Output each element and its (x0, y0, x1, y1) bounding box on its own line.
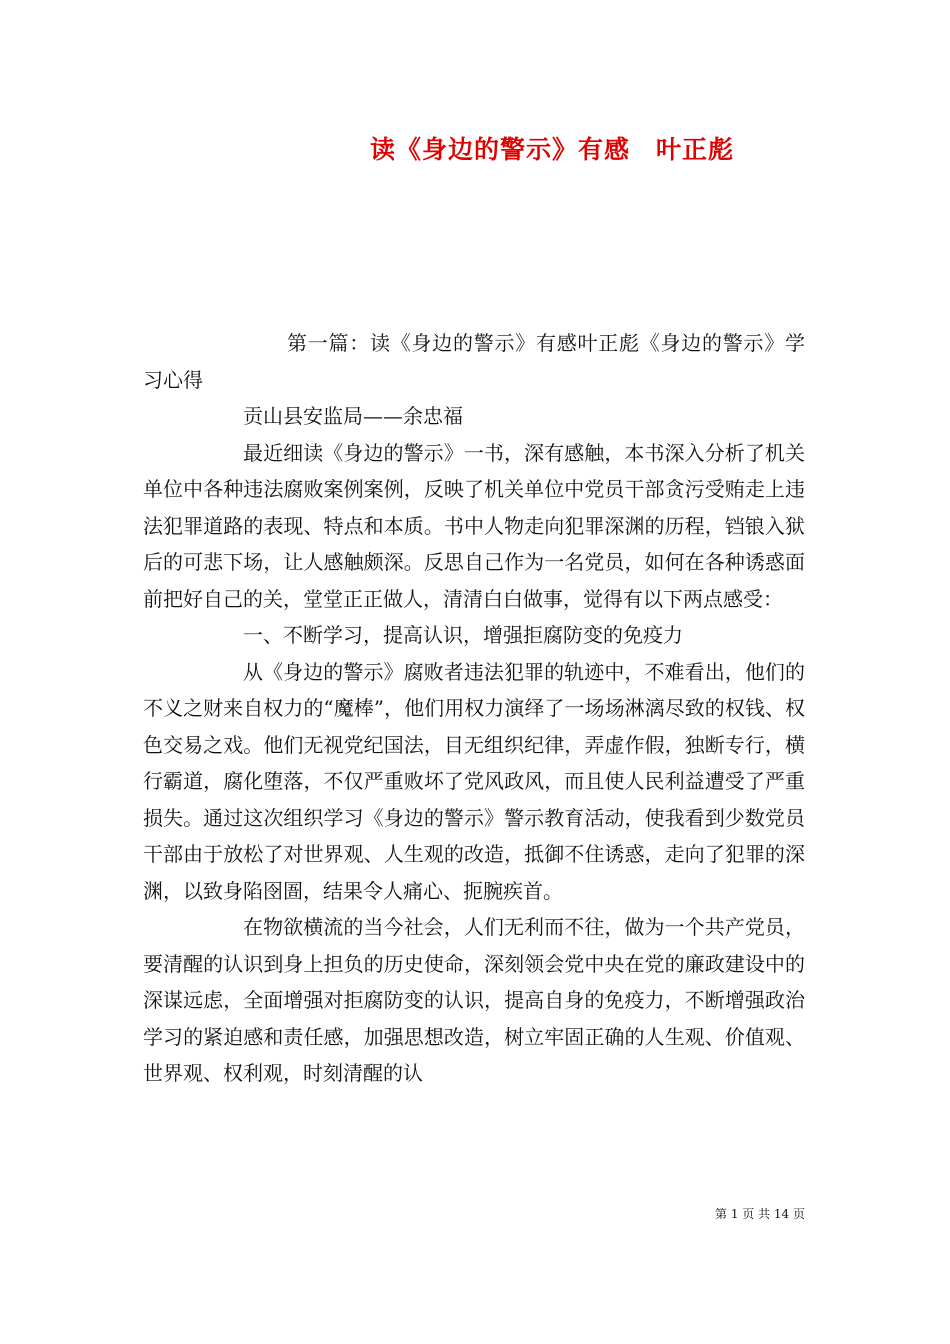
title-author: 叶正彪 (656, 135, 735, 164)
section-heading-1: 一、不断学习，提高认识，增强拒腐防变的免疫力 (243, 623, 683, 647)
title-main: 读《身边的警示》有感 (369, 135, 630, 164)
document-title (0, 130, 950, 166)
paragraph-body-1: 从《身边的警示》腐败者违法犯罪的轨迹中，不难看出，他们的不义之财来自权力的“魔棒”，他们用权力演绎了一场场淋漓尽致的权钱、权色交易之戏。他们无视党纪国法，目无组织纪律，弄虚作假，独断专行，横行霸道，腐化堕落，不仅严重败坏了党风政风，而且使人民利益遭受了严重损失。通过这次组织学习《身边的警示》警示教育活动，使我看到少数党员干部由于放松了对世界观、人生观的改造，抵御不住诱惑，走向了犯罪的深渊，以致身陷囹圄，结果令人痛心、扼腕疾首。 (143, 659, 805, 903)
paragraph-intro: 最近细读《身边的警示》一书，深有感触，本书深入分析了机关单位中各种违法腐败案例案例，反映了机关单位中党员干部贪污受贿走上违法犯罪道路的表现、特点和本质。书中人物走向犯罪深渊的历程，铛锒入狱后的可悲下场，让人感触颇深。反思自己作为一名党员，如何在各种诱惑面前把好自己的关，堂堂正正做人，清清白白做事，觉得有以下两点感受： (143, 440, 805, 611)
paragraph-body-2: 在物欲横流的当今社会，人们无利而不往，做为一个共产党员，要清醒的认识到身上担负的历史使命，深刻领会党中央在党的廉政建设中的深谋远虑，全面增强对拒腐防变的认识，提高自身的免疫力，不断增强政治学习的紧迫感和责任感，加强思想改造，树立牢固正确的人生观、价值观、世界观、权利观，时刻清醒的认 (143, 915, 805, 1085)
page-footer: 第 1 页 共 14 页 (715, 1207, 805, 1221)
paragraph-author-line: 贡山县安监局——余忠福 (243, 404, 463, 428)
document-body (143, 325, 805, 1092)
paragraph-heading: 第一篇：读《身边的警示》有感叶正彪《身边的警示》学习心得 (143, 331, 805, 392)
